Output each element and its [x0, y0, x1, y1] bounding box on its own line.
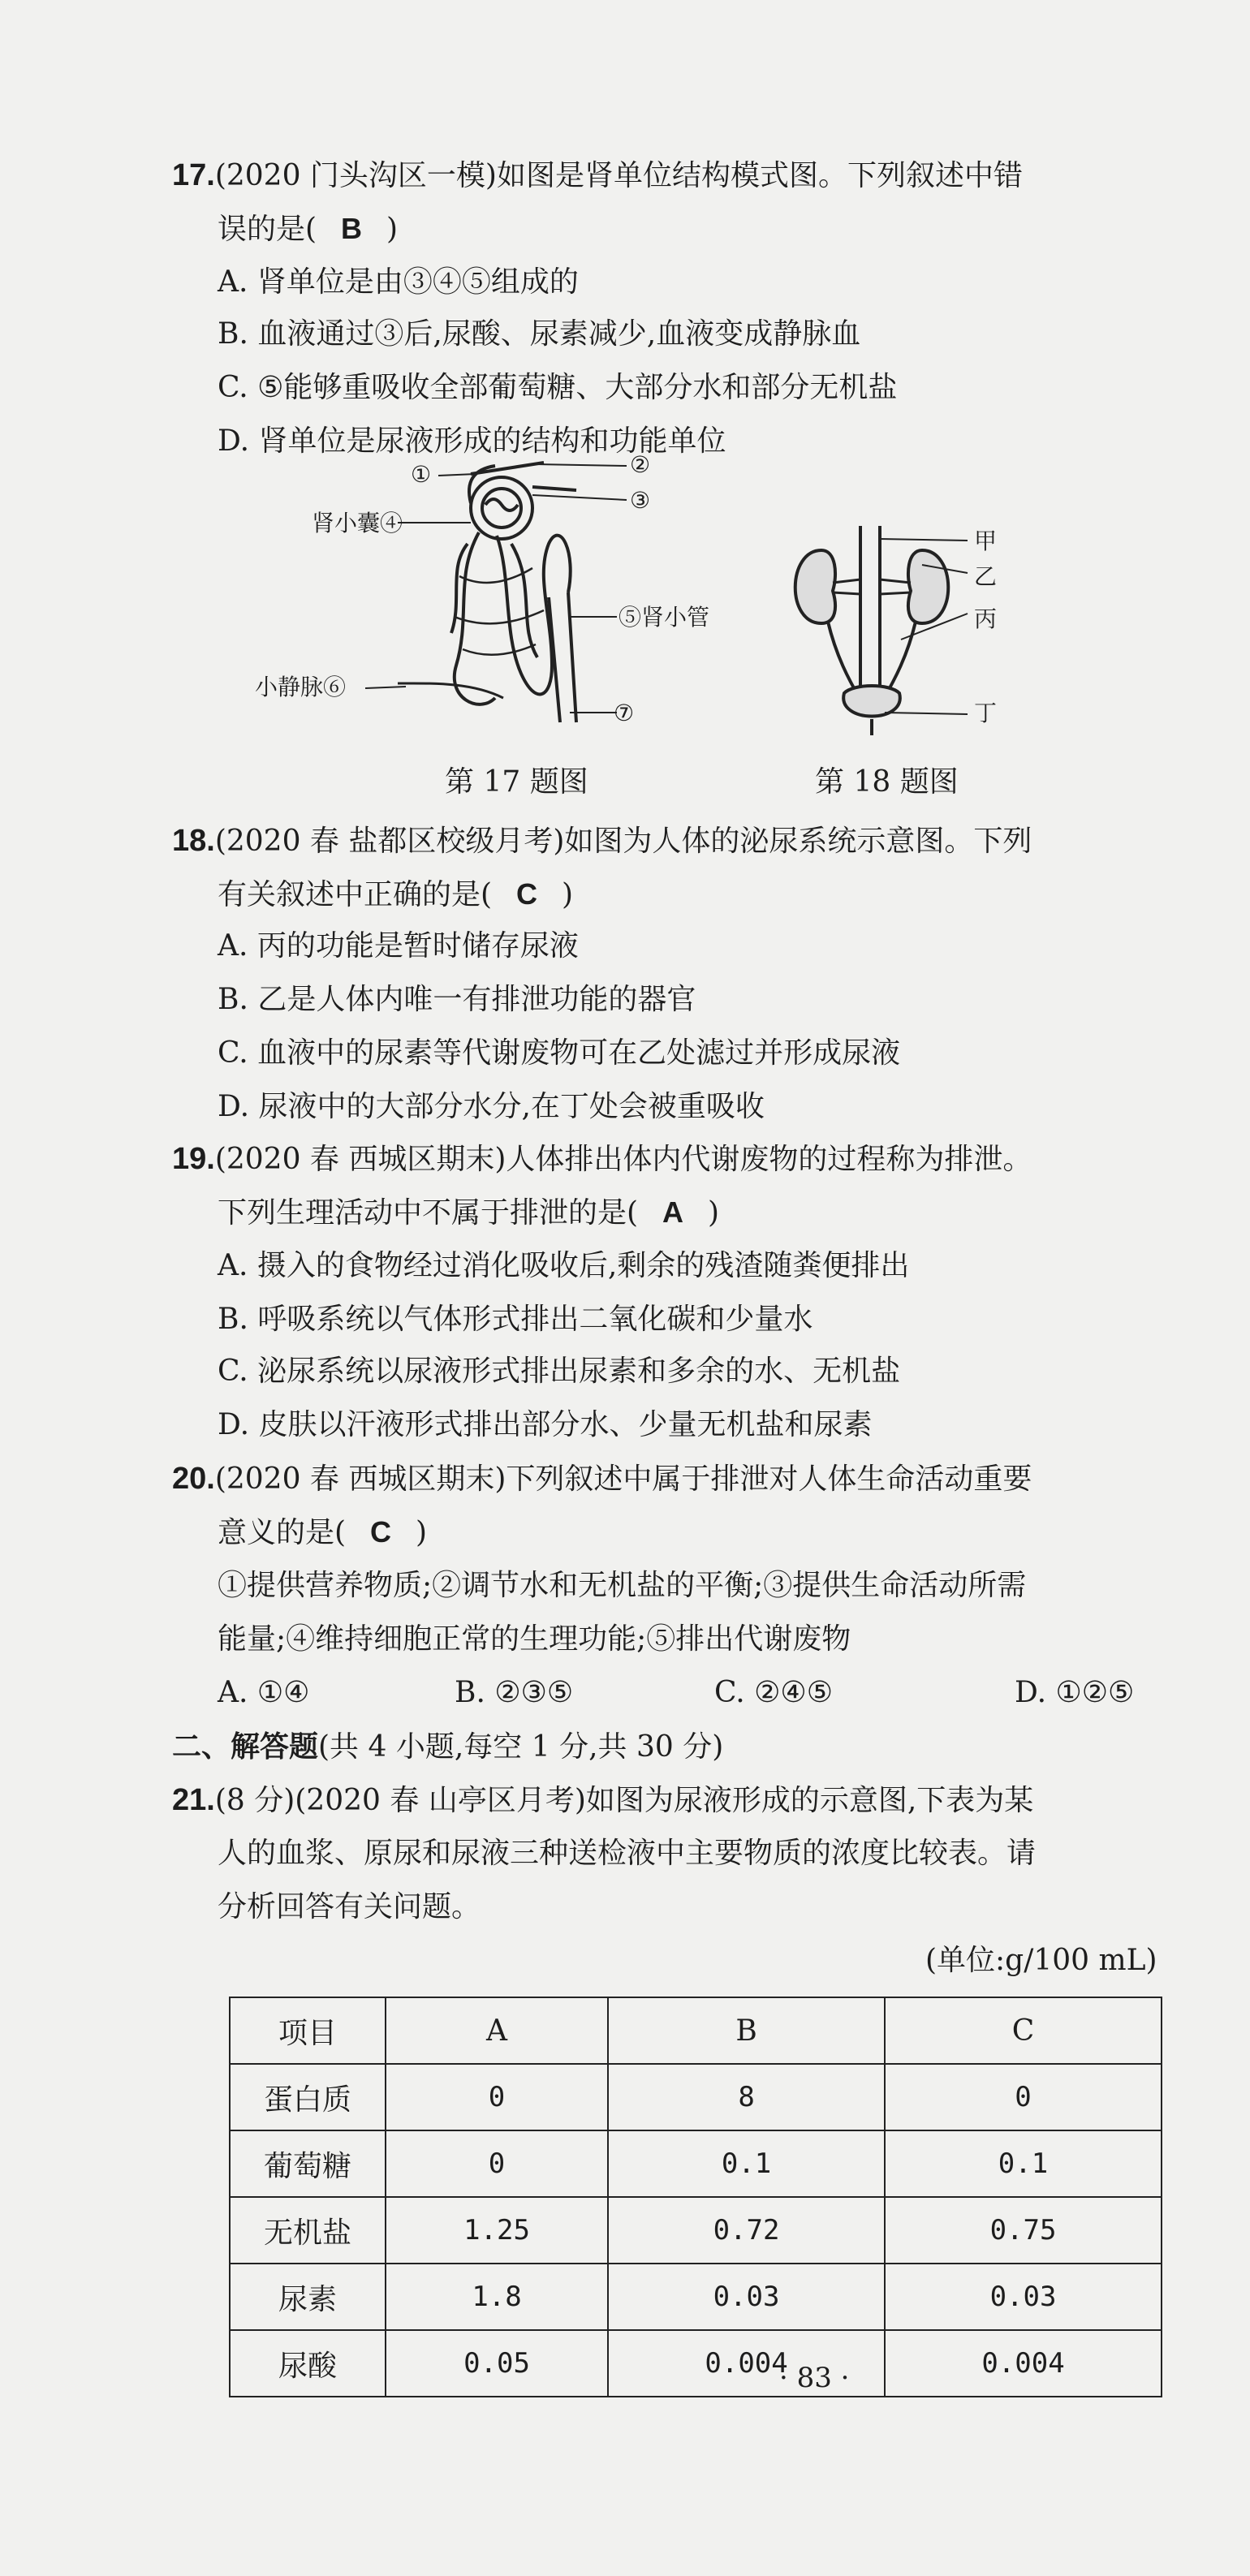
q19-stem-line1: 19.(2020 春 西城区期末)人体排出体内代谢废物的过程称为排泄。 — [172, 1142, 1032, 1176]
table-header-cell: A — [386, 1997, 608, 2064]
table-row — [230, 2130, 1162, 2197]
table-cell: 1.25 — [386, 2197, 608, 2264]
table-cell: 0.72 — [608, 2197, 885, 2264]
table-cell: 蛋白质 — [230, 2064, 386, 2130]
table-cell: 尿素 — [230, 2264, 386, 2330]
fig17-label-7: ⑦ — [614, 700, 635, 726]
fig17-caption: 第 17 题图 — [445, 765, 588, 799]
table-row — [230, 2197, 1162, 2264]
section-2-heading — [172, 1725, 723, 1768]
q20-number: 20. — [172, 1462, 215, 1496]
q18-option-d: D. 尿液中的大部分水分,在丁处会被重吸收 — [218, 1090, 765, 1123]
table-cell: 0.03 — [885, 2264, 1162, 2330]
fig17-label-1: ① — [411, 461, 432, 488]
q18-answer: C — [516, 877, 538, 911]
page-number: · 83 · — [779, 2362, 850, 2394]
q20-option-c: C. ②④⑤ — [714, 1676, 833, 1709]
table-cell: 0.75 — [885, 2197, 1162, 2264]
q17-option-d: D. 肾单位是尿液形成的结构和功能单位 — [218, 424, 726, 458]
q17-number: 17. — [172, 158, 215, 192]
q21-number: 21. — [172, 1783, 215, 1817]
q20-answer: C — [370, 1515, 392, 1549]
table-cell: 0.004 — [885, 2330, 1162, 2397]
q19-stem-line2: 下列生理活动中不属于排泄的是( A ) — [218, 1195, 720, 1230]
q18-option-b: B. 乙是人体内唯一有排泄功能的器官 — [218, 983, 696, 1016]
q20-statements-line1: ①提供营养物质;②调节水和无机盐的平衡;③提供生命活动所需 — [218, 1569, 1027, 1602]
fig18-caption: 第 18 题图 — [815, 765, 959, 799]
table-row — [230, 2330, 1162, 2397]
fig17-label-4: 肾小囊④ — [312, 510, 403, 536]
q17-stem-line1 — [172, 154, 1023, 197]
table-cell: 1.8 — [386, 2264, 608, 2330]
q17-option-b: B. 血液通过③后,尿酸、尿素减少,血液变成静脉血 — [218, 317, 861, 351]
table-cell: 0.05 — [386, 2330, 608, 2397]
q20-stem-line1: 20.(2020 春 西城区期末)下列叙述中属于排泄对人体生命活动重要 — [172, 1462, 1032, 1496]
table-cell: 0.004 — [608, 2330, 885, 2397]
table-cell: 0.1 — [608, 2130, 885, 2197]
q19-option-b: B. 呼吸系统以气体形式排出二氧化碳和少量水 — [218, 1303, 813, 1336]
urinary-system-diagram — [779, 526, 974, 737]
q17-option-a: A. 肾单位是由③④⑤组成的 — [218, 265, 579, 299]
table-row — [230, 2064, 1162, 2130]
q19-option-a: A. 摄入的食物经过消化吸收后,剩余的残渣随粪便排出 — [218, 1249, 910, 1282]
table-cell: 0 — [885, 2064, 1162, 2130]
q20-option-b: B. ②③⑤ — [455, 1676, 574, 1709]
q19-option-c: C. 泌尿系统以尿液形式排出尿素和多余的水、无机盐 — [218, 1355, 901, 1388]
q20-statements-line2: 能量;④维持细胞正常的生理功能;⑤排出代谢废物 — [218, 1622, 851, 1656]
q18-option-c: C. 血液中的尿素等代谢废物可在乙处滤过并形成尿液 — [218, 1036, 901, 1070]
table-header-cell: C — [885, 1997, 1162, 2064]
q19-number: 19. — [172, 1142, 215, 1176]
fig17-label-5: ⑤肾小管 — [619, 604, 710, 631]
fig17-label-3: ③ — [630, 487, 651, 514]
q20-option-a: A. ①④ — [218, 1676, 310, 1709]
table-cell: 8 — [608, 2064, 885, 2130]
table-cell: 葡萄糖 — [230, 2130, 386, 2197]
table-cell: 0.03 — [608, 2264, 885, 2330]
table-header-cell: B — [608, 1997, 885, 2064]
table-cell: 0.1 — [885, 2130, 1162, 2197]
q21-stem-line2: 人的血浆、原尿和尿液三种送检液中主要物质的浓度比较表。请 — [218, 1837, 1037, 1870]
fig18-label-jia: 甲 — [974, 528, 998, 554]
section-2-title: 二、解答题 — [172, 1730, 319, 1764]
q21-stem-line1: 21.(8 分)(2020 春 山亭区月考)如图为尿液形成的示意图,下表为某 — [172, 1783, 1034, 1817]
table-cell: 无机盐 — [230, 2197, 386, 2264]
table-row — [230, 2264, 1162, 2330]
section-2-note: (共 4 小题,每空 1 分,共 30 分) — [318, 1730, 724, 1764]
table-header-cell: 项目 — [230, 1997, 386, 2064]
q17-stem-text: (2020 门头沟区一模)如图是肾单位结构模式图。下列叙述中错 — [214, 159, 1023, 192]
concentration-table — [229, 1997, 1162, 2397]
q17-stem-line2: 误的是( B ) — [218, 212, 399, 246]
q17-answer: B — [341, 212, 363, 245]
table-cell: 尿酸 — [230, 2330, 386, 2397]
q17-option-c: C. ⑤能够重吸收全部葡萄糖、大部分水和部分无机盐 — [218, 371, 898, 404]
fig17-label-6: 小静脉⑥ — [255, 674, 347, 700]
fig18-label-bing: 丙 — [974, 605, 998, 632]
q19-answer: A — [662, 1195, 684, 1229]
q20-option-d: D. ①②⑤ — [1015, 1676, 1135, 1709]
q19-option-d: D. 皮肤以汗液形式排出部分水、少量无机盐和尿素 — [218, 1408, 873, 1441]
q18-option-a: A. 丙的功能是暂时储存尿液 — [218, 929, 579, 963]
fig18-label-yi: 乙 — [974, 563, 998, 590]
q18-stem-line1: 18.(2020 春 盐都区校级月考)如图为人体的泌尿系统示意图。下列 — [172, 824, 1032, 858]
q21-stem-line3: 分析回答有关问题。 — [218, 1890, 481, 1923]
table-header-row — [230, 1997, 1162, 2064]
table-unit: (单位:g/100 mL) — [925, 1944, 1157, 1977]
table-cell: 0 — [386, 2130, 608, 2197]
fig18-label-ding: 丁 — [974, 700, 998, 726]
table-cell: 0 — [386, 2064, 608, 2130]
fig17-label-2: ② — [630, 451, 651, 478]
q18-number: 18. — [172, 824, 215, 858]
q18-stem-line2: 有关叙述中正确的是( C ) — [218, 877, 574, 911]
q20-stem-line2: 意义的是( C ) — [218, 1515, 428, 1549]
